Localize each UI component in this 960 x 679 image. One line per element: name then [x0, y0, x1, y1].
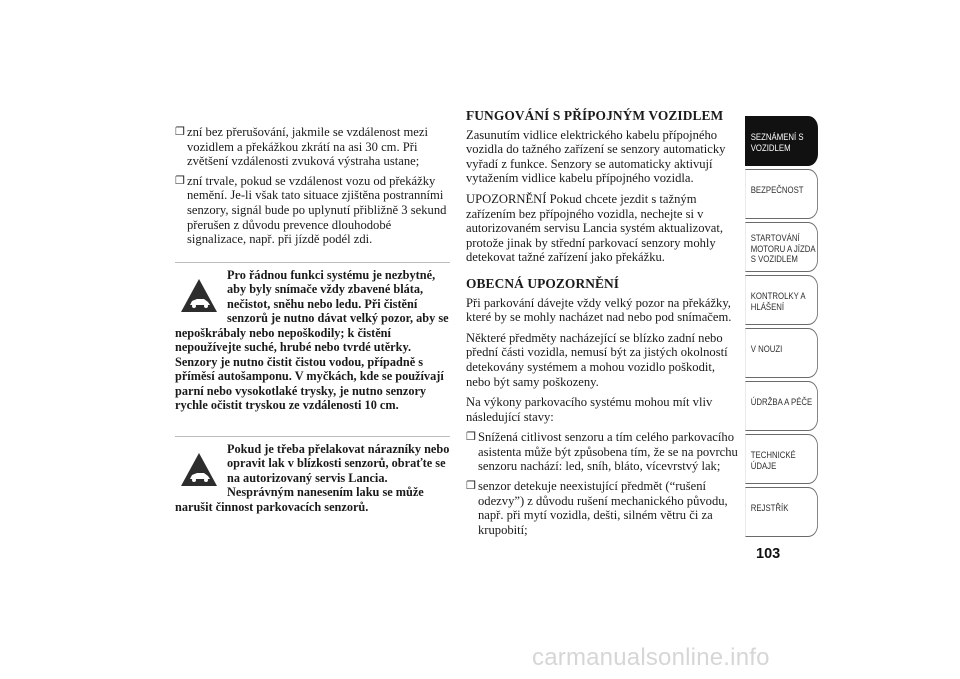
tab-seznameni-s-vozidlem[interactable]: [745, 116, 818, 166]
paragraph: Zasunutím vidlice elektrického kabelu přípojného vozidla do tažného zařízení se senzory automaticky vyřadí z funkce. Senzory se automaticky aktivují vytažením vidlice kabelu přípojného vozidla.: [466, 127, 726, 186]
tab-bezpecnost[interactable]: [745, 169, 818, 219]
bullet-text: zní bez přerušování, jakmile se vzdálenost mezi vozidlem a překážkou zkrátí na asi 30 cm. Při zvětšení vzdálenosti zvuková výstraha ustane;: [187, 125, 428, 169]
bullet-text: Snížená citlivost senzoru a tím celého parkovacího asistenta může být způsobena tím, že se na povrchu senzoru nachází: led, sníh, bláto, vícevrstvý lak;: [478, 430, 738, 474]
tab-label: HLÁŠENÍ: [750, 301, 785, 313]
chapter-tabs: [745, 116, 818, 540]
bullet-text: senzor detekuje neexistující předmět (“rušení odezvy”) z důvodu rušení mechanického původu, např. při mytí vozidla, dešti, silném větru či za krupobití;: [478, 479, 728, 537]
tab-startovani-motoru[interactable]: [745, 222, 818, 272]
tab-label: ÚDRŽBA A PÉČE: [750, 397, 813, 408]
warning-text: Pokud je třeba přelakovat nárazníky nebo opravit lak v blízkosti senzorů, obraťte se na autorizovaný servis Lancia. Nesprávným nanesením laku se může narušit činnost parkovacích senzorů.: [175, 441, 450, 514]
paragraph-notice: UPOZORNĚNÍ Pokud chcete jezdit s tažným zařízením bez přípojného vozidla, nechejte si v autorizovaném servisu Lancia systém aktualizovat, protože jinak by střední parkovací senzory mohly detekovat tažné zařízení jako překážku.: [466, 191, 724, 265]
paragraph: Při parkování dávejte vždy velký pozor na překážky, které by se mohly nacházet nad nebo pod snímačem.: [466, 295, 732, 325]
tab-rejstrik[interactable]: [745, 487, 818, 537]
tab-label: REJSTŘÍK: [750, 503, 789, 514]
bullet-text: zní trvale, pokud se vzdálenost vozu od překážky nemění. Je-li však tato situace zjištěna postranními senzory, signál bude po uplynutí přibližně 3 sekund přerušen z důvodu prevence dlouhodobé signalizace, např. při jízdě podél zdi.: [187, 173, 447, 247]
tab-label: TECHNICKÉ: [750, 450, 796, 461]
tab-v-nouzi[interactable]: [745, 328, 818, 378]
tab-udrzba-a-pece[interactable]: [745, 381, 818, 431]
tab-label: BEZPEČNOST: [750, 185, 804, 196]
middle-column: [466, 109, 738, 542]
list-item: [466, 430, 738, 474]
paragraph: Některé předměty nacházející se blízko zadní nebo přední části vozidla, nemusí být za jistých okolností detekovány systémem a mohou vozidlo poškodit, nebo být samy poškozeny.: [466, 330, 728, 389]
checkbox-bullet-icon: ❐: [175, 126, 185, 138]
warning-car-icon: [179, 276, 219, 316]
tab-label: MOTORU A JÍZDA: [750, 243, 816, 255]
section-heading: OBECNÁ UPOZORNĚNÍ: [466, 275, 620, 291]
paragraph: Na výkony parkovacího systému mohou mít vliv následující stavy:: [466, 395, 713, 424]
tab-label: S VOZIDLEM: [750, 254, 798, 265]
warning-box: [175, 262, 450, 413]
page-number: 103: [756, 546, 781, 562]
tab-label: STARTOVÁNÍ: [750, 233, 800, 244]
left-column: [175, 125, 450, 514]
tab-label: KONTROLKY A: [750, 291, 806, 302]
tab-kontrolky-a-hlaseni[interactable]: [745, 275, 818, 325]
watermark: carmanualsonline.info: [532, 644, 770, 671]
warning-box: [175, 436, 450, 515]
warning-car-icon: [179, 450, 219, 490]
warning-text: Pro řádnou funkci systému je nezbytné, aby byly snímače vždy zbavené bláta, nečistot, sněhu nebo ledu. Při čistění senzorů je nutno dávat velký pozor, aby se nepoškrábaly nebo nepoškodily; k čistění nepoužívejte suché, hrubé nebo tvrdé utěrky. Senzory je nutno čistit čistou vodou, případně s příměsí autošamponu. V myčkách, kde se používají parní nebo vysokotlaké trysky, je nutno senzory rychle očistit tryskou ze vzdálenosti 10 cm.: [175, 267, 449, 413]
tab-label: ÚDAJE: [750, 460, 777, 472]
checkbox-bullet-icon: ❐: [466, 431, 476, 444]
tab-technicke-udaje[interactable]: [745, 434, 818, 484]
checkbox-bullet-icon: ❐: [466, 480, 476, 493]
list-item: [175, 125, 450, 169]
checkbox-bullet-icon: ❐: [175, 174, 185, 187]
list-item: [466, 479, 738, 537]
list-item: [175, 174, 450, 247]
section-heading: FUNGOVÁNÍ S PŘÍPOJNÝM VOZIDLEM: [466, 108, 724, 123]
tab-label: SEZNÁMENÍ S: [750, 132, 804, 143]
tab-label: V NOUZI: [750, 344, 783, 355]
tab-label: VOZIDLEM: [750, 142, 791, 154]
